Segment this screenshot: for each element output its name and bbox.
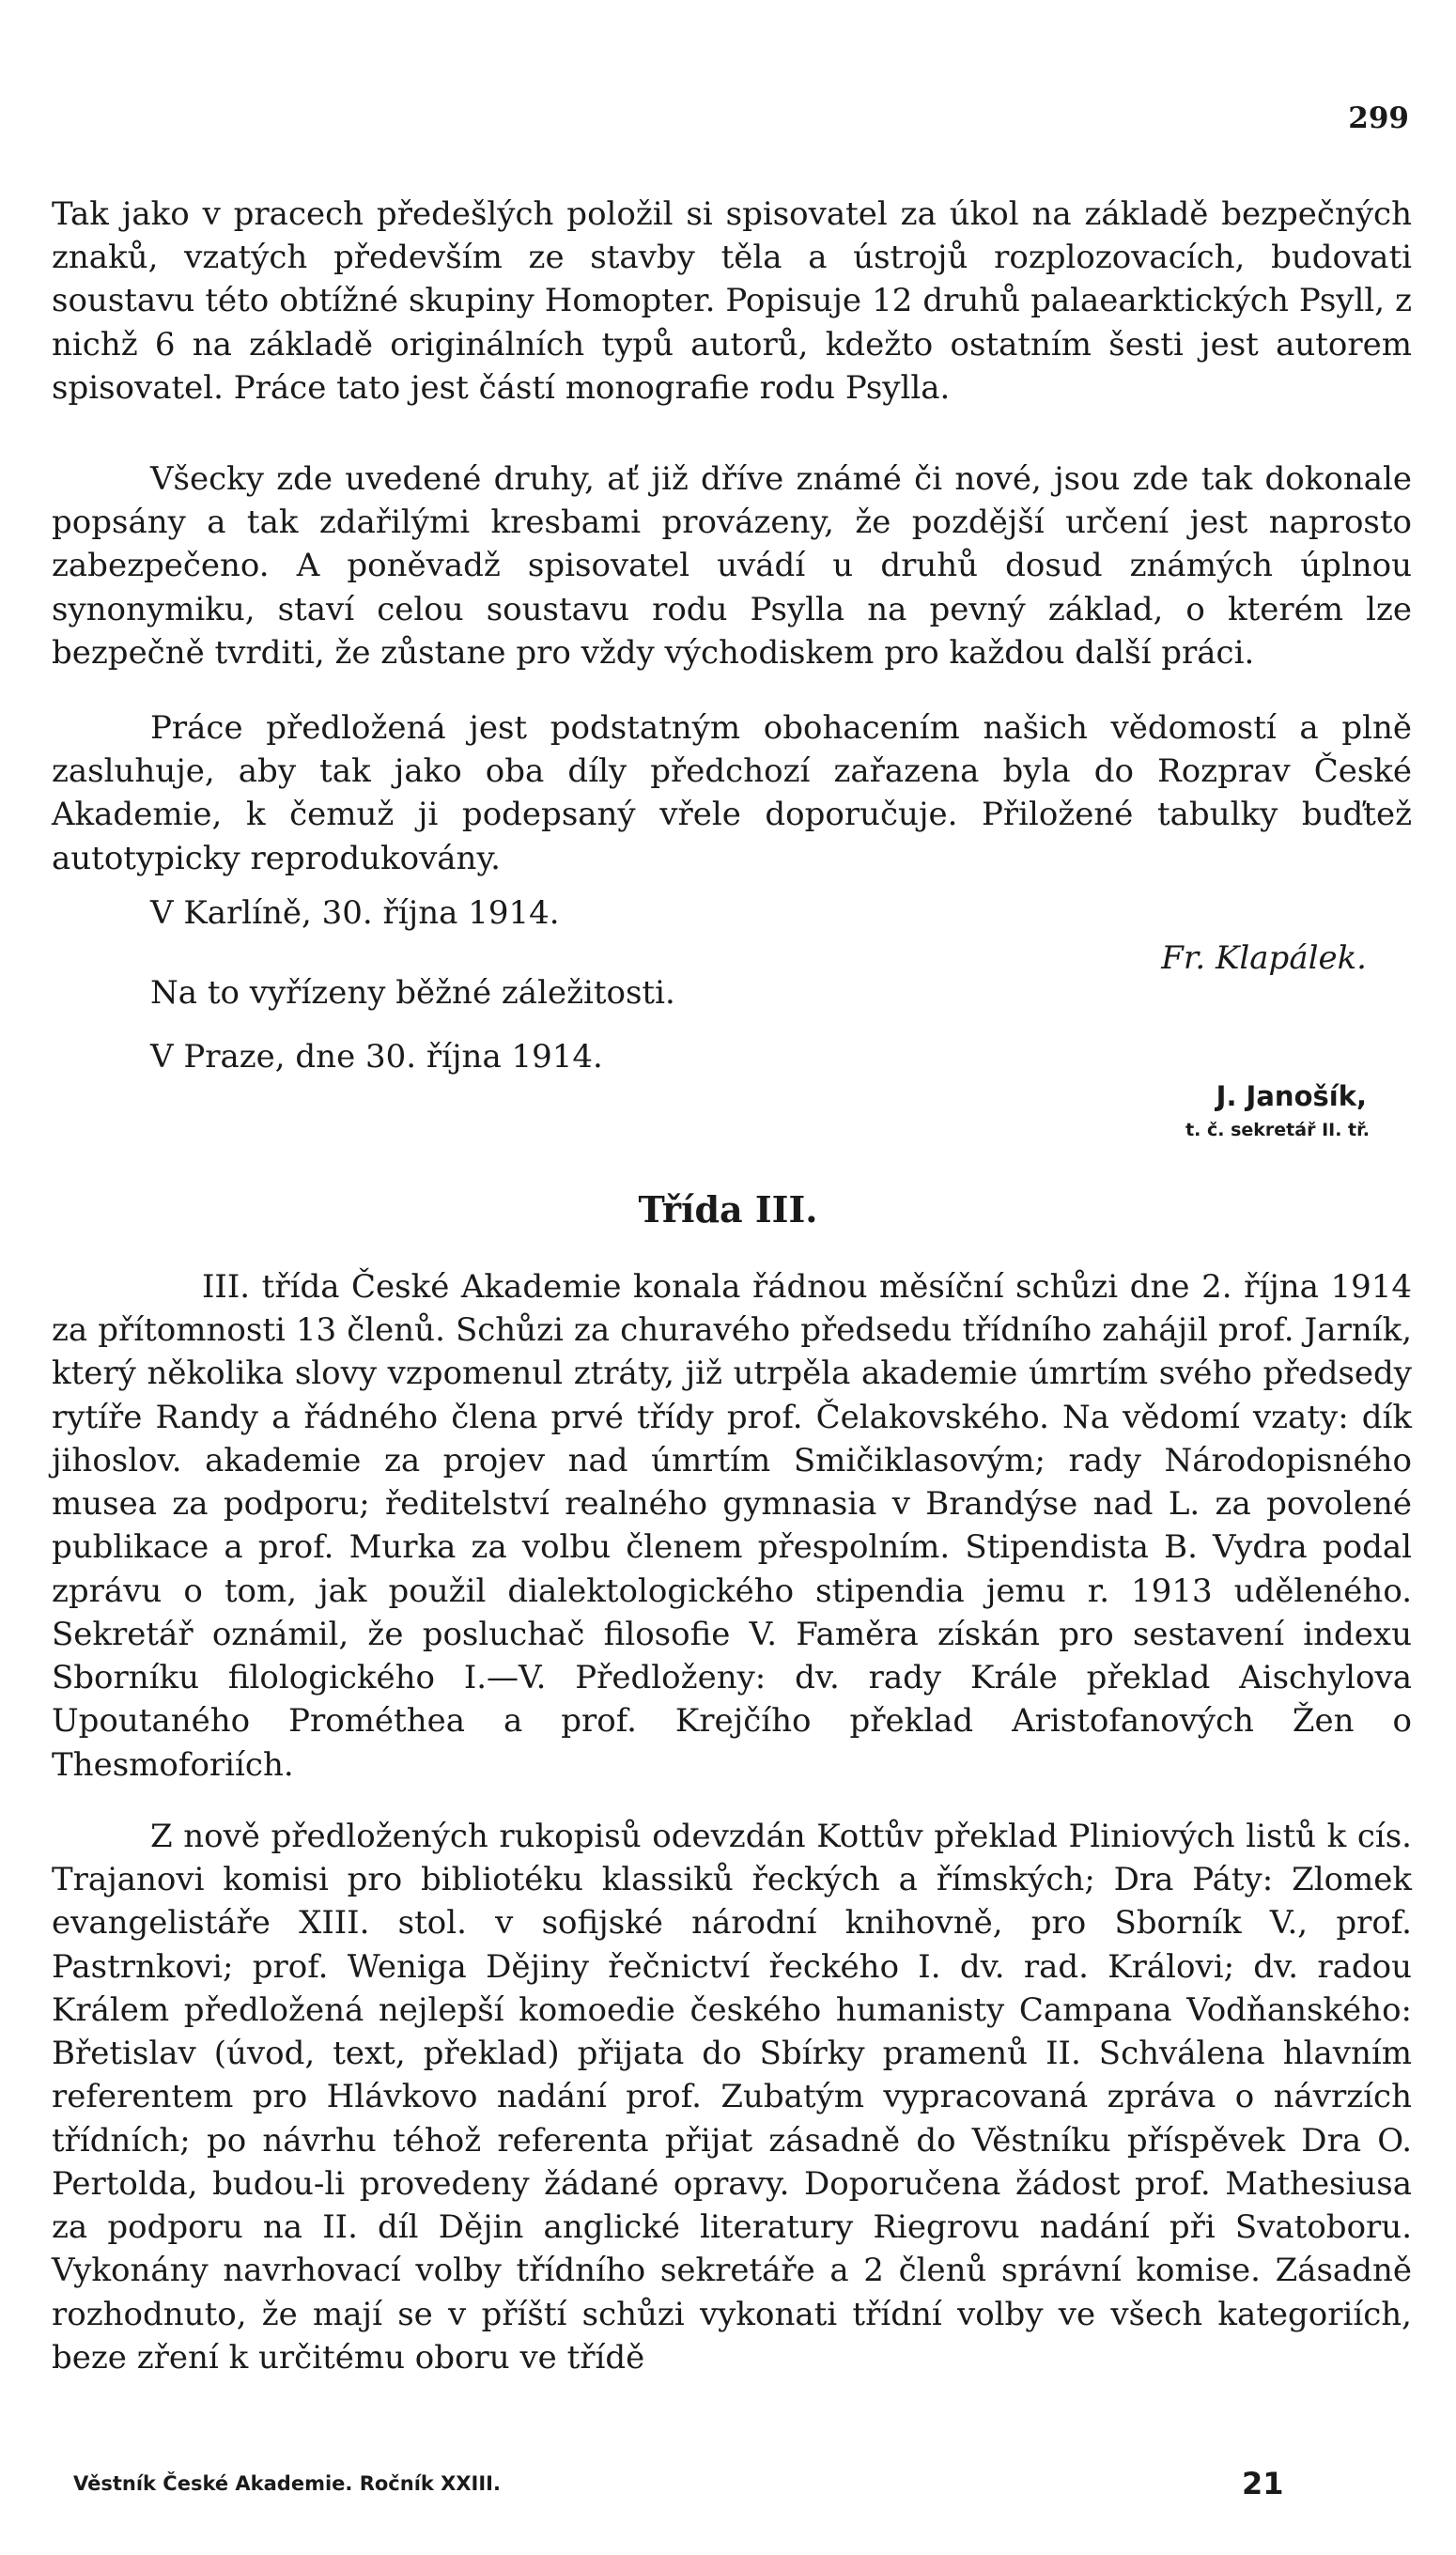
signature-secretary-title: t. č. sekretář II. tř. — [1185, 1120, 1370, 1140]
page-number: 299 — [1348, 101, 1409, 135]
date-praha: V Praze, dne 30. října 1914. — [150, 1038, 603, 1076]
signature-secretary-name: J. Janošík, — [1216, 1080, 1367, 1112]
section-title: Třída III. — [638, 1188, 818, 1231]
section-paragraph-2: Z nově předložených rukopisů odevzdán Kottův překlad Pliniových listů k cís. Trajanovi komisi pro bibliotéku klassiků řeckých a římských; Dra Páty: Zlomek evangelistáře XIII. stol. v sofijské národní knihovně, pro Sborník V., prof. Pastrnkovi; prof. Weniga Dějiny řečnictví řeckého I. dv. rad. Královi; dv. radou Králem předložená nejlepší komoedie českého humanisty Campana Vodňanského: Břetislav (úvod, text, překlad) přijata do Sbírky pramenů II. Schválena hlavním referentem pro Hlávkovo nadání prof. Zubatým vypracovaná zpráva o návrzích třídních; po návrhu téhož referenta přijat zásadně do Věstníku příspěvek Dra O. Pertolda, budou-li provedeny žádané opravy. Doporučena žádost prof. Mathesiusa za podporu na II. díl Dějin anglické literatury Riegrovu nadání při Svatoboru. Vykonány navrhovací volby třídního sekretáře a 2 členů správní komise. Zásadně rozhodnuto, že mají se v příští schůzi vykonati třídní volby ve všech kategoriích, beze zření k určitému oboru ve třídě — [52, 1818, 1412, 2377]
settled-note: Na to vyřízeny běžné záležitosti. — [150, 974, 675, 1012]
report-paragraph-1: Tak jako v pracech předešlých položil si spisovatel za úkol na základě bezpečných znaků, vzatých především ze stavby těla a ústrojů rozplozovacích, budovati soustavu této obtížné skupiny Homopter. Popisuje 12 druhů palaearktických Psyll, z nichž 6 na základě originálních typů autorů, kdežto ostatním šesti jest autorem spisovatel. Práce tato jest částí monografie rodu Psylla. — [52, 195, 1412, 407]
report-paragraph-3: Práce předložená jest podstatným obohacením našich vědomostí a plně zasluhuje, aby tak jako oba díly předchozí zařazena byla do Rozprav České Akademie, k čemuž ji podepsaný vřele doporučuje. Přiložené tabulky buďtež autotypicky reprodukovány. — [52, 709, 1412, 877]
section-paragraph-1: III. třída České Akademie konala řádnou měsíční schůzi dne 2. října 1914 za přítomnosti 13 členů. Schůzi za churavého předsedu třídního zahájil prof. Jarník, který několika slovy vzpomenul ztráty, již utrpěla akademie úmrtím svého předsedy rytíře Randy a řádného člena prvé třídy prof. Čelakovského. Na vědomí vzaty: dík jihoslov. akademie za projev nad úmrtím Smičiklasovým; rady Národopisného musea za podporu; ředitelství realného gymnasia v Brandýse nad L. za povolené publikace a prof. Murka za volbu členem přespolním. Stipendista B. Vydra podal zprávu o tom, jak použil dialektologického stipendia jemu r. 1913 uděleného. Sekretář oznámil, že posluchač filosofie V. Faměra získán pro sestavení indexu Sborníku filologického I.—V. Předloženy: dv. rady Krále překlad Aischylova Upoutaného Prométhea a prof. Krejčího překlad Aristofanových Žen o Thesmoforiích. — [52, 1268, 1412, 1784]
footer-sheet-number: 21 — [1242, 2466, 1284, 2501]
date-karlin: V Karlíně, 30. října 1914. — [150, 894, 560, 932]
footer-journal: Věstník České Akademie. Ročník XXIII. — [73, 2472, 501, 2495]
signature-author: Fr. Klapálek. — [1161, 939, 1367, 977]
report-paragraph-2: Všecky zde uvedené druhy, ať již dříve známé či nové, jsou zde tak dokonale popsány a tak zdařilými kresbami provázeny, že pozdější určení jest naprosto zabezpečeno. A poněvadž spisovatel uvádí u druhů dosud známých úplnou synonymiku, staví celou soustavu rodu Psylla na pevný základ, o kterém lze bezpečně tvrditi, že zůstane pro vždy východiskem pro každou další práci. — [52, 460, 1412, 672]
